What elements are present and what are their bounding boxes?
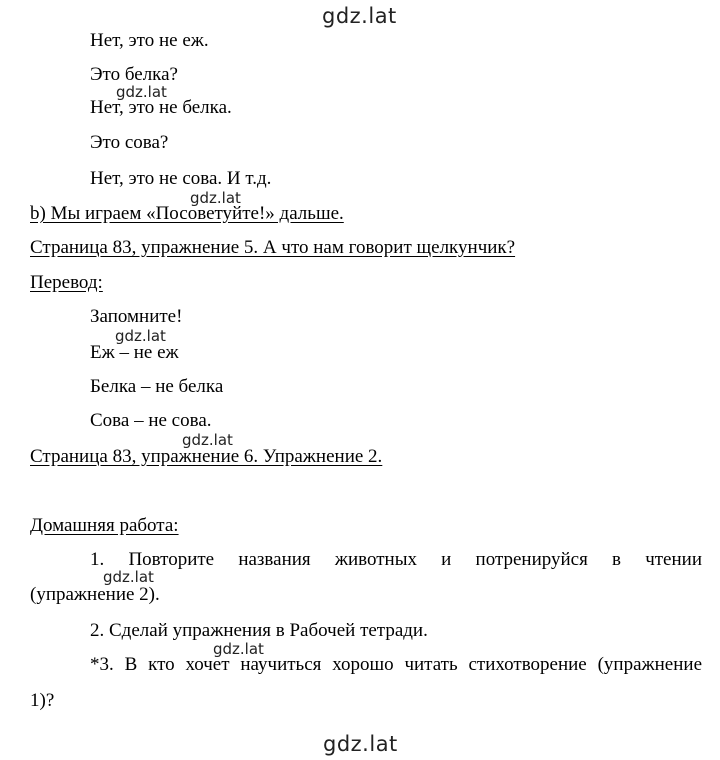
watermark-inline: gdz.lat: [103, 568, 154, 586]
watermark-top: gdz.lat: [322, 4, 397, 28]
text-line: 1. Повторите названия животных и потренируйся в чтении: [90, 549, 702, 570]
watermark-inline: gdz.lat: [116, 83, 167, 101]
text-line: Белка – не белка: [90, 376, 224, 397]
text-line: Запомните!: [90, 306, 183, 327]
text-line: (упражнение 2).: [30, 584, 160, 605]
text-line: Это сова?: [90, 132, 169, 153]
watermark-inline: gdz.lat: [182, 431, 233, 449]
text-line: Нет, это не белка.: [90, 97, 232, 118]
text-line: Нет, это не сова. И т.д.: [90, 168, 272, 189]
section-heading: Страница 83, упражнение 5. А что нам говорит щелкунчик?: [30, 237, 516, 258]
text-line: 2. Сделай упражнения в Рабочей тетради.: [90, 620, 428, 641]
text-line: Это белка?: [90, 64, 178, 85]
text-line: Сова – не сова.: [90, 410, 212, 431]
watermark-inline: gdz.lat: [213, 640, 264, 658]
watermark-inline: gdz.lat: [190, 189, 241, 207]
section-heading: Домашняя работа:: [30, 515, 179, 536]
section-heading: Страница 83, упражнение 6. Упражнение 2.: [30, 446, 383, 467]
text-line: 1)?: [30, 690, 55, 711]
text-line: *3. В кто хочет научиться хорошо читать стихотворение (упражнение: [90, 654, 702, 675]
section-heading: b) Мы играем «Посоветуйте!» дальше.: [30, 203, 344, 224]
text-line: Еж – не еж: [90, 342, 179, 363]
text-line: Нет, это не еж.: [90, 30, 209, 51]
watermark-inline: gdz.lat: [115, 327, 166, 345]
section-heading: Перевод:: [30, 272, 103, 293]
watermark-bottom: gdz.lat: [323, 732, 398, 756]
